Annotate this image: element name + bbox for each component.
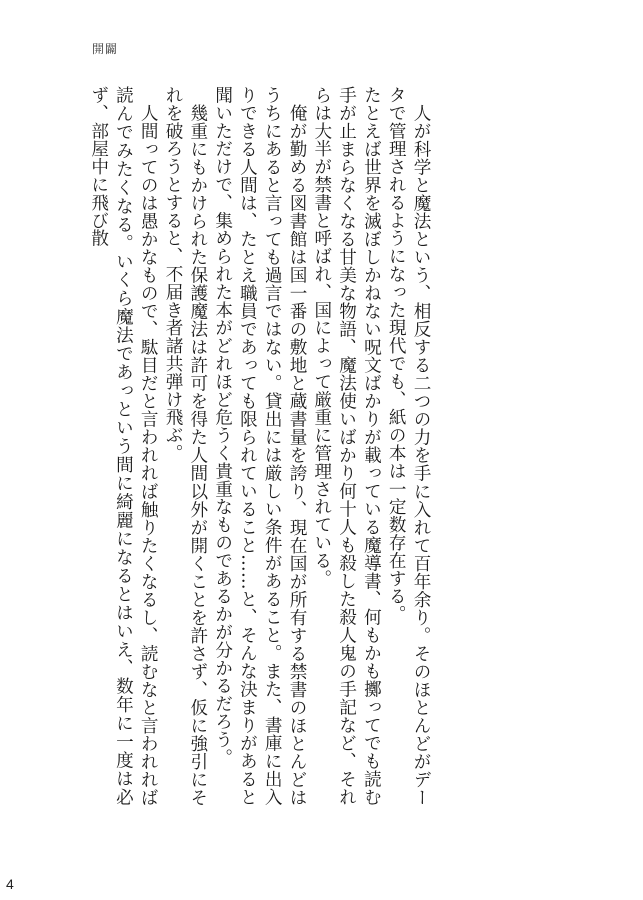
paragraph-5: 人間ってのは愚かなもので、駄目だと言われれば触りたくなるし、読むなと言われれば読んでみたくなる。いくら魔法であっという間に綺麗になるとはいえ、数年に一度は必ず、部屋中に飛び散 (88, 86, 159, 806)
paragraph-3: 俺が勤める図書館は国一番の敷地と蔵書量を誇り、現在国が所有する禁書のほとんどはうちにあると言っても過言ではない。貸出には厳しい条件があること。また、書庫に出入りできる人間は、たとえ職員であっても限られていること……と、そんな決まりがあると聞いただけで、集められた本がどれほど危うく貴重なものであるかが分かるだろう。 (212, 86, 308, 806)
paragraph-1: 人が科学と魔法という、相反する二つの力を手に入れて百年余り。そのほとんどがデータで管理されるようになった現代でも、紙の本は一定数存在する。 (386, 86, 431, 806)
paragraph-2: たとえば世界を滅ぼしかねない呪文ばかりが載っている魔導書、何もかも擲ってでも読む手が止まらなくなる甘美な物語、魔法使いばかり何十人も殺した殺人鬼の手記など、それらは大半が禁書と呼ばれ、国によって厳重に管理されている。 (311, 86, 382, 806)
paragraph-4: 幾重にもかけられた保護魔法は許可を得た人間以外が開くことを許さず、仮に強引にそれを破ろうとすると、不届き者諸共弾け飛ぶ。 (163, 86, 208, 806)
page-number: 4 (6, 876, 14, 892)
running-head: 開闢 (92, 42, 119, 56)
body-text (86, 86, 433, 806)
